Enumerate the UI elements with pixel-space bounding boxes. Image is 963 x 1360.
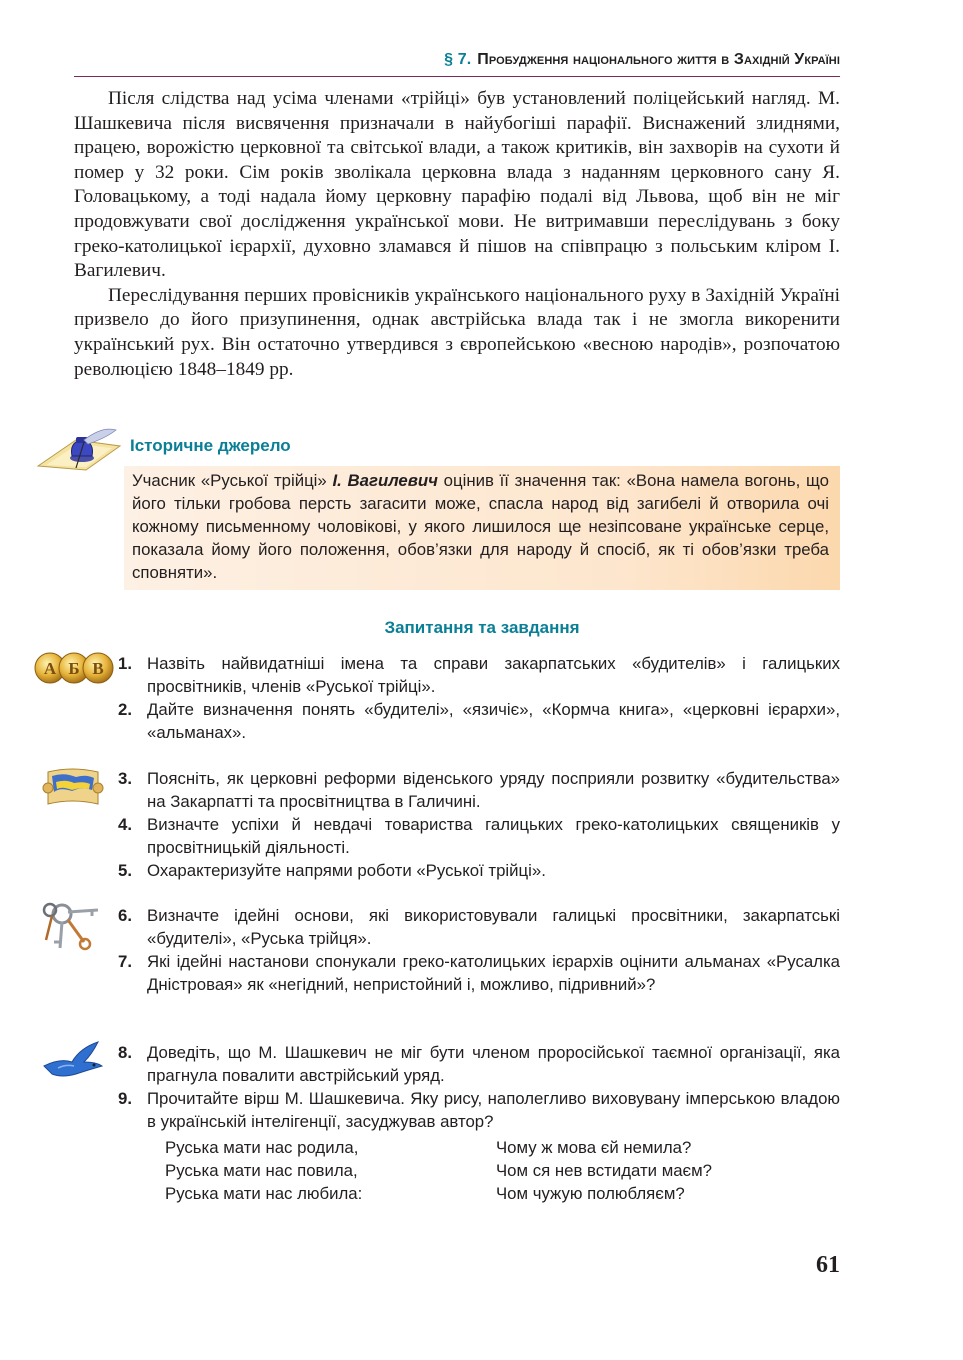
- coin-letter: А: [43, 659, 57, 678]
- question-number: 8.: [118, 1043, 132, 1062]
- poem-line: Чому ж мова єй немила?: [496, 1138, 692, 1157]
- section-number: § 7.: [444, 51, 472, 68]
- source-box: [124, 466, 840, 590]
- poem-right-column: [496, 1136, 712, 1205]
- coin-letter: В: [92, 659, 104, 678]
- coin-letter: Б: [68, 659, 80, 678]
- paragraph: Після слідства над усіма членами «трійці» був установлений поліцейський нагляд. М. Шашкевича після висвячення призначали в найубогіші парафії. Виснажений злиднями, працею, ворожістю церковної та світської влади, а також критиків, він захворів на сухоти й помер у 32 роки. Сім років зволікала церковна влада з наданням церковного сану Я. Головацькому, а тоді надала йому церковну парафію подалі від Львова, щоб він не міг продовжувати свої дослідження української мови. Не витримавши переслідувань з боку греко-католицької ієрархії, духовно зламався й пішов на співпрацю з польським кліром І. Вагилевич.: [74, 88, 840, 282]
- question-text: Дайте визначення понять «будителі», «язичіє», «Кормча книга», «церковні ієрархи», «альманах».: [147, 700, 840, 742]
- questions-title: Запитання та завдання: [384, 618, 580, 637]
- poem-line: Чом ся нев встидати маєм?: [496, 1161, 712, 1180]
- poem-line: Чом чужую полюбляєм?: [496, 1184, 685, 1203]
- paragraph: Переслідування перших провісників українського національного руху в Західній Україні призвело до його призупинення, однак австрійська влада так і не змогла викоренити український рух. Він остаточно утвердився з європейською «весною народів», розпочатою революцією 1848–1849 рр.: [74, 284, 840, 380]
- question-text: Які ідейні настанови спонукали греко-католицьких ієрархів оцінити альманах «Русалка Дністровая» як «негідний, непристойний і, можливо, підривний»?: [147, 952, 840, 994]
- poem-left-column: [165, 1136, 362, 1205]
- question-number: 1.: [118, 654, 132, 673]
- question-text: Доведіть, що М. Шашкевич не міг бути членом проросійської таємної організації, яка прагнула повалити австрійський уряд.: [147, 1043, 840, 1085]
- question-text: Назвіть найвидатніші імена та справи закарпатських «будителів» і галицьких просвітників, членів «Руської трійці».: [147, 654, 840, 696]
- question-item: [118, 904, 840, 950]
- question-number: 3.: [118, 769, 132, 788]
- question-number: 6.: [118, 906, 132, 925]
- question-item: [118, 652, 840, 698]
- source-author: І. Вагилевич: [332, 471, 438, 490]
- question-text: Поясніть, як церковні реформи віденського уряду посприяли розвитку «будительства» на Закарпатті та просвітництва в Галичині.: [147, 769, 840, 811]
- map-scroll-icon: [42, 764, 104, 812]
- dove-icon: [40, 1040, 104, 1080]
- question-item: [118, 950, 840, 996]
- source-text-before: Учасник «Руської трійці»: [132, 471, 333, 490]
- question-item: [118, 1041, 840, 1087]
- section-title: Пробудження національного життя в Західній Україні: [477, 51, 840, 68]
- question-number: 2.: [118, 700, 132, 719]
- question-number: 5.: [118, 861, 132, 880]
- poem-line: Руська мати нас повила,: [165, 1161, 358, 1180]
- question-text: Прочитайте вірш М. Шашкевича. Яку рису, наполегливо виховувану імперською владою в українській інтелігенції, засуджував автор?: [147, 1089, 840, 1131]
- question-item: [118, 813, 840, 859]
- source-quote: [132, 469, 829, 584]
- source-title: Історичне джерело: [130, 436, 291, 455]
- poem-line: Руська мати нас родила,: [165, 1138, 359, 1157]
- abv-coins-icon: [34, 650, 114, 686]
- question-item: [118, 698, 840, 744]
- inkwell-quill-icon: [36, 428, 122, 472]
- question-text: Визначте ідейні основи, які використовували галицькі просвітники, закарпатські «будителі», «Руська трійця».: [147, 906, 840, 948]
- page-number: 61: [816, 1252, 840, 1278]
- question-item: [118, 1087, 840, 1133]
- keys-icon: [40, 900, 102, 954]
- question-text: Визначте успіхи й невдачі товариства галицьких греко-католицьких священиків у просвітницькій діяльності.: [147, 815, 840, 857]
- header-title: [444, 51, 840, 68]
- question-number: 7.: [118, 952, 132, 971]
- question-item: [118, 767, 840, 813]
- question-number: 4.: [118, 815, 132, 834]
- running-header: [74, 44, 840, 77]
- source-text-after: оцінив її значення так: «Вона намела вогонь, що його тільки гробова персть загасити може, спасла народ від загибелі й отворила очі кожному письменному чоловікові, у якого лишилося ще незіпсоване українське серце, показала йому його положення, обов’язки для народу й спосіб, як ті обов’язки треба сповняти».: [132, 471, 830, 582]
- question-text: Охарактеризуйте напрями роботи «Руської трійці».: [147, 861, 546, 880]
- main-text: [74, 87, 840, 382]
- poem-line: Руська мати нас любила:: [165, 1184, 363, 1203]
- question-item: [118, 859, 840, 882]
- question-number: 9.: [118, 1089, 132, 1108]
